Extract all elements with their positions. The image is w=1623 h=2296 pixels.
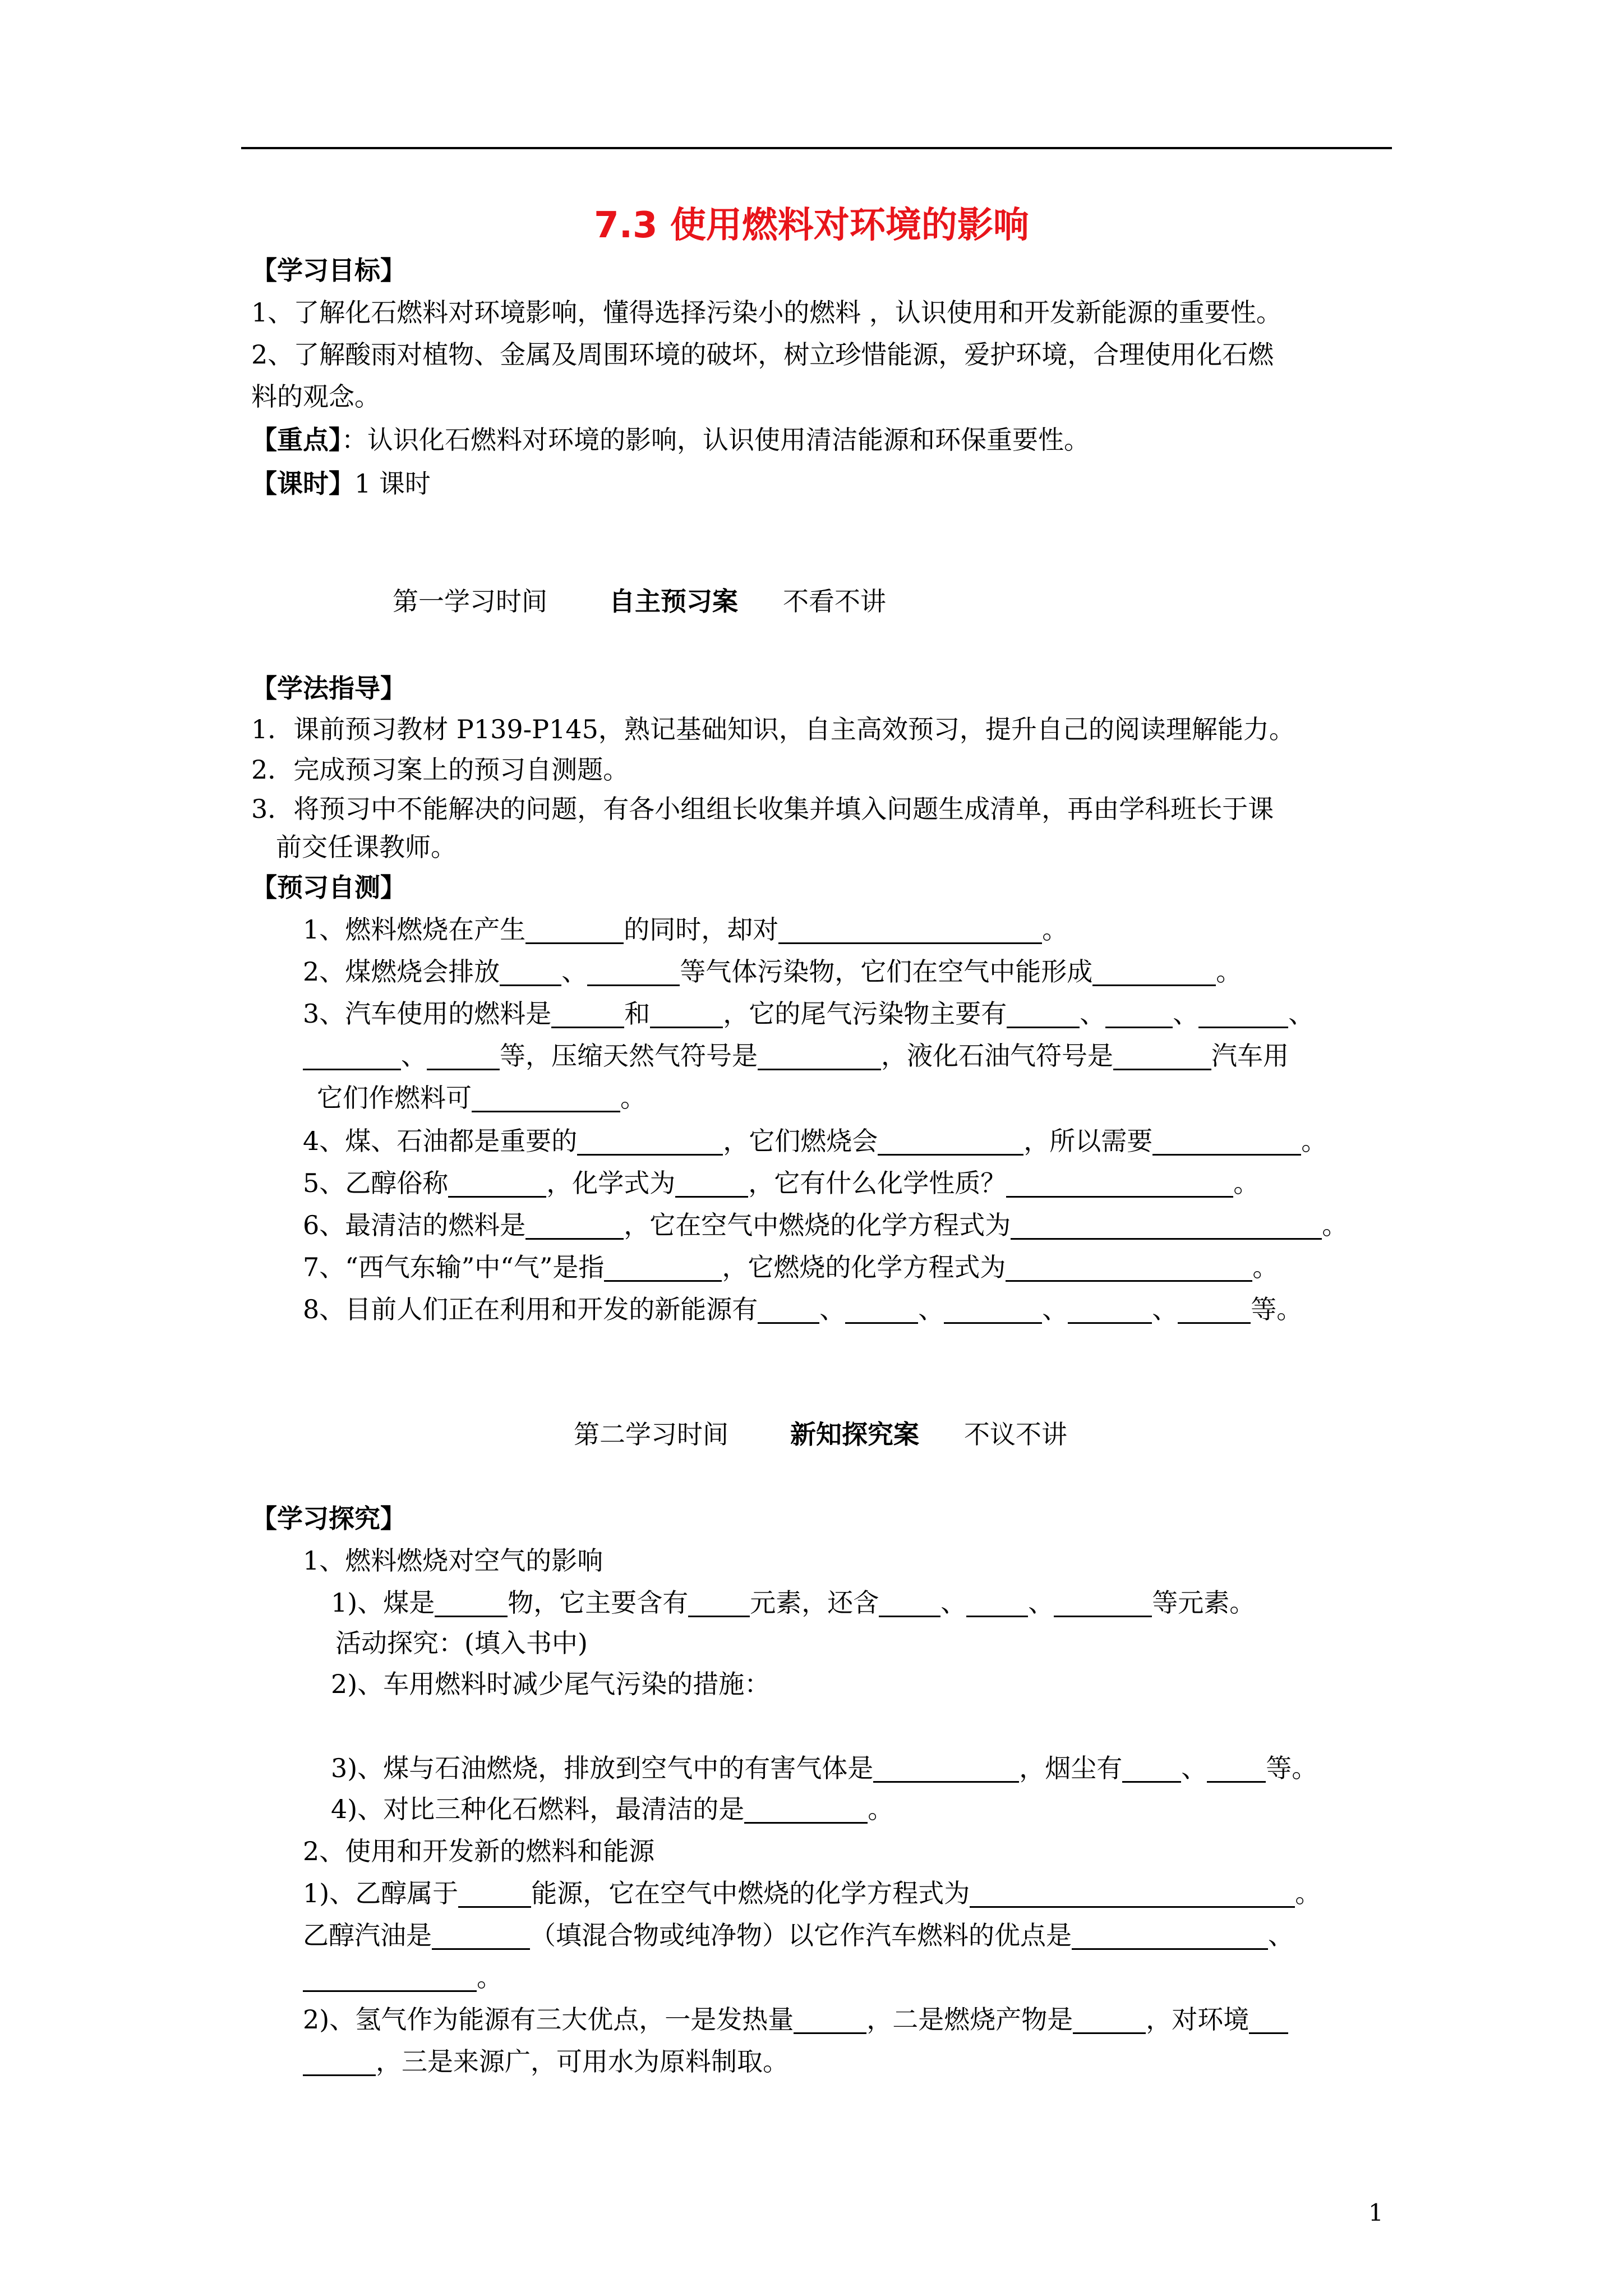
session-1-name: 自主预习案: [609, 586, 738, 616]
blank[interactable]: [1073, 2004, 1146, 2034]
self-test-q6: 6、最清洁的燃料是 ，它在空气中燃烧的化学方程式为 。: [303, 1210, 1348, 1240]
blank[interactable]: [1011, 1210, 1322, 1240]
blank[interactable]: [1072, 1920, 1268, 1950]
blank[interactable]: [1207, 1753, 1266, 1783]
inquiry-s2-1-cont: 乙醇汽油是 （填混合物或纯净物）以它作汽车燃料的优点是 、: [303, 1920, 1294, 1950]
self-test-q3-cont: 、 等，压缩天然气符号是 ，液化石油气符号是 汽车用: [303, 1038, 1289, 1074]
blank[interactable]: [944, 1294, 1042, 1324]
blank[interactable]: [587, 956, 680, 986]
key-point-label: 【重点】: [251, 425, 342, 455]
header-rule: [241, 147, 1392, 149]
key-point: [251, 422, 1090, 458]
inquiry-s2-1: 1)、乙醇属于 能源，它在空气中燃烧的化学方程式为 。: [303, 1878, 1321, 1908]
session-2-header: [574, 1416, 1067, 1452]
session-2-rule: 不议不讲: [964, 1419, 1067, 1450]
inquiry-s1-2: 2)、车用燃料时减少尾气污染的措施：: [331, 1669, 771, 1699]
blank[interactable]: [1122, 1753, 1181, 1783]
blank[interactable]: [432, 1920, 530, 1950]
blank[interactable]: [778, 914, 1042, 944]
inquiry-s1-3: 3)、煤与石油燃烧，排放到空气中的有害气体是 ，烟尘有 、 等。: [331, 1753, 1318, 1783]
method-guide-2: 2．完成预习案上的预习自测题。: [251, 754, 629, 785]
inquiry-s1-1: 1)、煤是 物，它主要含有 元素，还含 、 、 等元素。: [331, 1588, 1256, 1618]
blank[interactable]: [873, 1753, 1019, 1783]
self-test-q1: 1、燃料燃烧在产生 的同时，却对 。: [303, 914, 1068, 945]
method-guide-3-cont: 前交任课教师。: [276, 832, 457, 862]
blank[interactable]: [577, 1126, 723, 1156]
blank[interactable]: [1068, 1294, 1152, 1324]
method-guide-1: 1．课前预习教材 P139-P145，熟记基础知识，自主高效预习，提升自己的阅读理解能力。: [251, 714, 1295, 744]
class-hours-text: 1 课时: [354, 468, 431, 499]
blank[interactable]: [551, 999, 624, 1028]
self-test-q5: 5、乙醇俗称 ，化学式为 ，它有什么化学性质？ 。: [303, 1168, 1260, 1198]
blank[interactable]: [1007, 999, 1080, 1028]
blank[interactable]: [650, 999, 723, 1028]
blank[interactable]: [688, 1588, 750, 1617]
objective-2-cont: 料的观念。: [251, 381, 380, 412]
class-hours-label: 【课时】: [251, 468, 354, 499]
blank[interactable]: [1249, 2004, 1288, 2034]
blank[interactable]: [966, 1588, 1028, 1617]
inquiry-heading: 【学习探究】: [251, 1503, 406, 1534]
objective-2: 2、了解酸雨对植物、金属及周围环境的破坏，树立珍惜能源，爱护环境，合理使用化石燃: [251, 339, 1274, 370]
blank[interactable]: [472, 1083, 620, 1112]
blank[interactable]: [758, 1041, 881, 1070]
blank[interactable]: [970, 1878, 1295, 1908]
blank[interactable]: [744, 1794, 868, 1824]
self-test-q8: 8、目前人们正在利用和开发的新能源有 、 、 、 、 等。: [303, 1294, 1303, 1324]
blank[interactable]: [604, 1252, 722, 1282]
inquiry-s1: 1、燃料燃烧对空气的影响: [303, 1545, 603, 1576]
blank[interactable]: [458, 1878, 531, 1908]
blank[interactable]: [878, 1126, 1023, 1156]
blank[interactable]: [303, 1962, 477, 1992]
inquiry-s2-2: 2)、氢气作为能源有三大优点，一是发热量 ，二是燃烧产物是 ，对环境: [303, 2001, 1288, 2037]
blank[interactable]: [1006, 1252, 1252, 1282]
page-number: 1: [1368, 2199, 1384, 2226]
self-test-q4: 4、煤、石油都是重要的 ，它们燃烧会 ，所以需要 。: [303, 1126, 1327, 1156]
class-hours: [251, 466, 431, 501]
blank[interactable]: [794, 2004, 866, 2034]
inquiry-s1-4: 4)、对比三种化石燃料，最清洁的是 。: [331, 1794, 894, 1824]
blank[interactable]: [845, 1294, 918, 1324]
blank[interactable]: [303, 1041, 401, 1070]
self-test-heading: 【预习自测】: [251, 872, 406, 903]
self-test-q7: 7、“西气东输”中“气”是指 ，它燃烧的化学方程式为 。: [303, 1252, 1279, 1282]
page-title: 7.3 使用燃料对环境的影响: [594, 205, 1029, 246]
objectives-heading: 【学习目标】: [251, 255, 406, 286]
blank[interactable]: [303, 2046, 376, 2076]
inquiry-s2-1-cont2: 。: [303, 1959, 502, 1995]
objective-1: 1、了解化石燃料对环境影响，懂得选择污染小的燃料 ，认识使用和开发新能源的重要性。: [251, 297, 1282, 328]
method-guide-3: 3．将预习中不能解决的问题，有各小组组长收集并填入问题生成清单，再由学科班长于课: [251, 794, 1274, 824]
blank[interactable]: [500, 956, 561, 986]
blank[interactable]: [758, 1294, 819, 1324]
blank[interactable]: [1054, 1588, 1152, 1617]
blank[interactable]: [448, 1168, 546, 1198]
session-2-name: 新知探究案: [790, 1419, 919, 1450]
blank[interactable]: [1092, 956, 1216, 986]
session-1-time: 第一学习时间: [393, 586, 547, 616]
self-test-q2: 2、煤燃烧会排放 、 等气体污染物，它们在空气中能形成 。: [303, 956, 1242, 987]
activity-note: 活动探究：(填入书中): [335, 1628, 588, 1658]
blank[interactable]: [1178, 1294, 1251, 1324]
self-test-q3: 3、汽车使用的燃料是 和 ，它的尾气污染物主要有 、 、 、: [303, 999, 1315, 1029]
session-1-rule: 不看不讲: [783, 586, 886, 616]
blank[interactable]: [427, 1041, 500, 1070]
blank[interactable]: [1105, 999, 1173, 1028]
blank[interactable]: [1198, 999, 1288, 1028]
method-guide-heading: 【学法指导】: [251, 673, 406, 703]
blank[interactable]: [525, 914, 624, 944]
self-test-q3-cont2: 它们作燃料可 。: [317, 1083, 646, 1113]
blank[interactable]: [435, 1588, 508, 1617]
session-2-time: 第二学习时间: [574, 1419, 728, 1450]
blank[interactable]: [1152, 1126, 1301, 1156]
session-1-header: [393, 583, 886, 619]
blank[interactable]: [879, 1588, 940, 1617]
inquiry-s2: 2、使用和开发新的燃料和能源: [303, 1836, 655, 1866]
blank[interactable]: [1006, 1168, 1233, 1198]
blank[interactable]: [1113, 1041, 1211, 1070]
blank[interactable]: [675, 1168, 748, 1198]
inquiry-s2-2-cont: ，三是来源广，可用水为原料制取。: [303, 2044, 789, 2079]
key-point-text: ：认识化石燃料对环境的影响，认识使用清洁能源和环保重要性。: [342, 425, 1090, 455]
blank[interactable]: [525, 1210, 624, 1240]
